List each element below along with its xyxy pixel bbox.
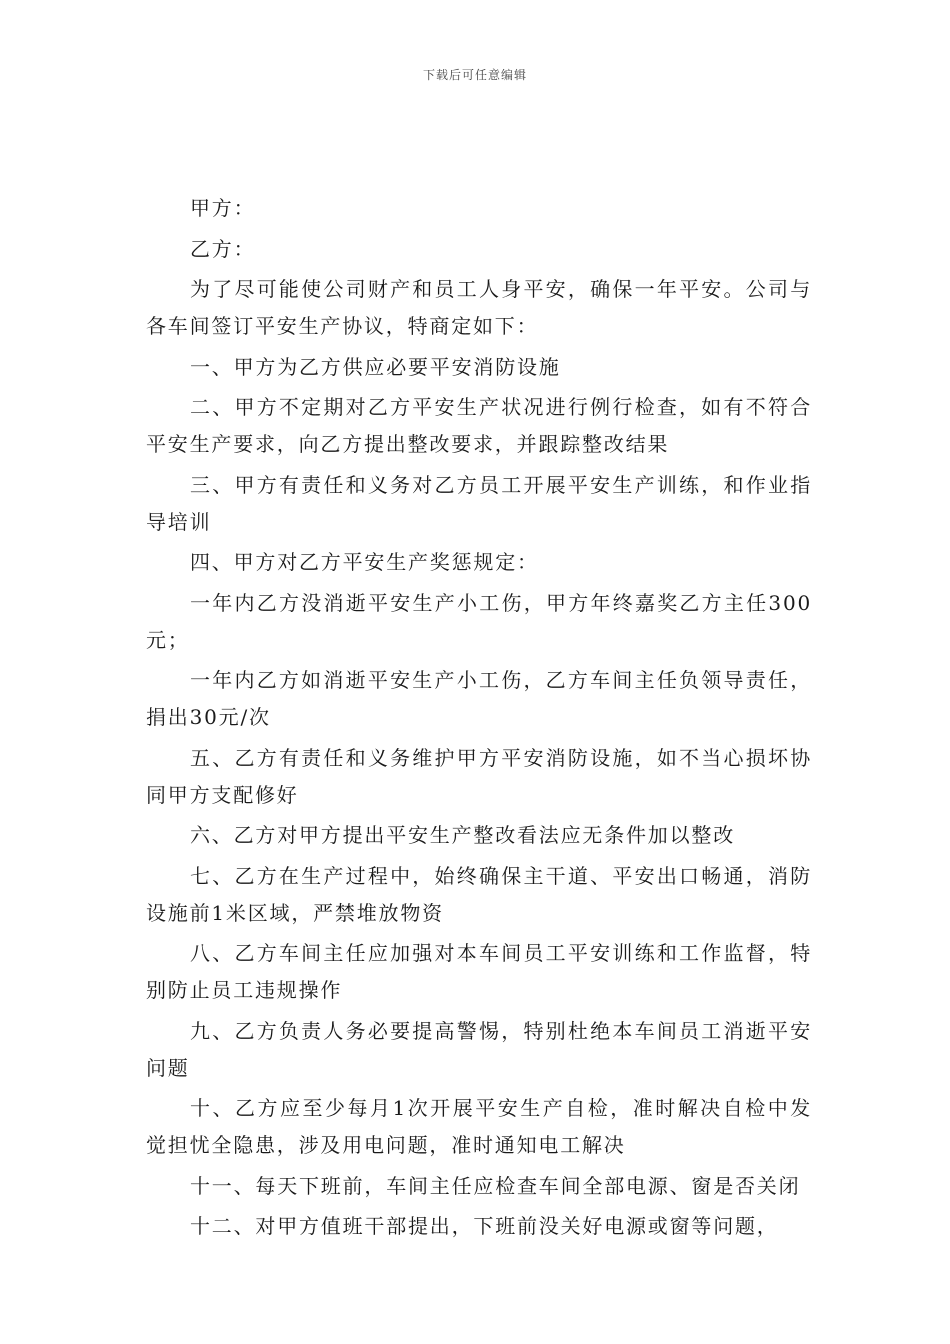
- clause-12: 十二、对甲方值班干部提出，下班前没关好电源或窗等问题，: [190, 1214, 779, 1238]
- preamble-paragraph: 为了尽可能使公司财产和员工人身平安，确保一年平安。公司与各车间签订平安生产协议，特商定如下：: [146, 277, 812, 338]
- clause-1: 一、甲方为乙方供应必要平安消防设施: [190, 354, 561, 379]
- document-body: [146, 190, 812, 1249]
- clause-2: 二、甲方不定期对乙方平安生产状况进行例行检查，如有不符合平安生产要求，向乙方提出整改要求，并跟踪整改结果: [146, 395, 812, 456]
- clause-4: 四、甲方对乙方平安生产奖惩规定：: [190, 550, 539, 574]
- clause-11: 十一、每天下班前，车间主任应检查车间全部电源、窗是否关闭: [190, 1173, 801, 1198]
- clause-8: 八、乙方车间主任应加强对本车间员工平安训练和工作监督，特别防止员工违规操作: [146, 941, 812, 1002]
- party-b-line: 乙方：: [190, 236, 256, 261]
- party-a-line: 甲方：: [190, 196, 256, 220]
- clause-6: 六、乙方对甲方提出平安生产整改看法应无条件加以整改: [190, 823, 735, 847]
- clause-4-reward: 一年内乙方没消逝平安生产小工伤，甲方年终嘉奖乙方主任300元；: [146, 590, 812, 652]
- clause-7: 七、乙方在生产过程中，始终确保主干道、平安出口畅通，消防设施前1米区域，严禁堆放物资: [146, 863, 812, 925]
- clause-4-penalty: 一年内乙方如消逝平安生产小工伤，乙方车间主任负领导责任，捐出30元/次: [146, 668, 812, 729]
- clause-10: 十、乙方应至少每月1次开展平安生产自检，准时解决自检中发觉担忧全隐患，涉及用电问题，准时通知电工解决: [146, 1096, 812, 1157]
- clause-5: 五、乙方有责任和义务维护甲方平安消防设施，如不当心损坏协同甲方支配修好: [146, 745, 812, 807]
- clause-3: 三、甲方有责任和义务对乙方员工开展平安生产训练，和作业指导培训: [146, 472, 812, 534]
- clause-9: 九、乙方负责人务必要提高警惕，特别杜绝本车间员工消逝平安问题: [146, 1018, 812, 1080]
- page-header: 下载后可任意编辑: [422, 68, 527, 82]
